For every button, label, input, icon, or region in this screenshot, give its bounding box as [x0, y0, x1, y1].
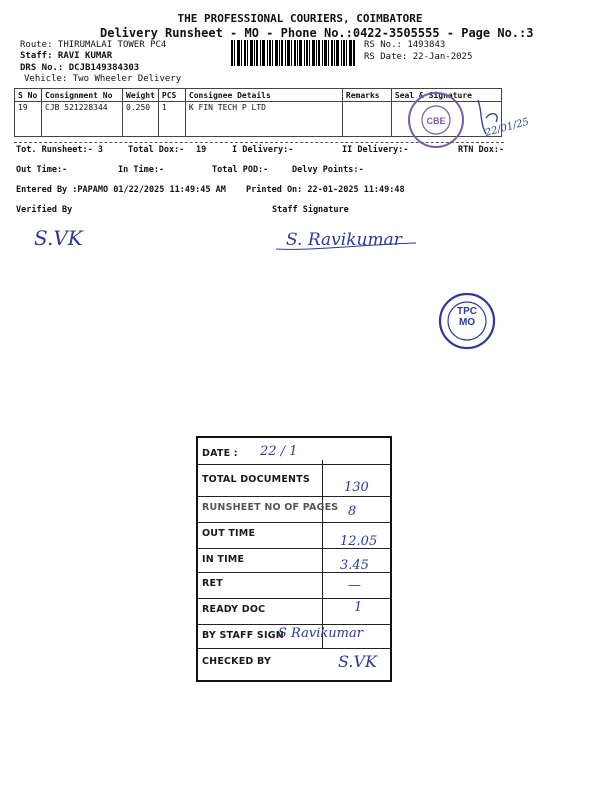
cell-consignment: CJB 521228344 [42, 102, 123, 137]
entered-by: Entered By :PAPAMO 01/22/2025 11:49:45 AM [16, 185, 226, 195]
stamp-out-time-label: OUT TIME [202, 528, 256, 539]
stamp-ret-value: — [348, 578, 361, 593]
col-seal: Seal & Signature [391, 89, 501, 102]
stamp-divider [198, 464, 390, 465]
company-title: THE PROFESSIONAL COURIERS, COIMBATORE [177, 12, 423, 25]
stamp-ready-doc-label: READY DOC [202, 604, 266, 615]
stamp-divider [198, 496, 390, 497]
delvy-points-label: Delvy Points:- [292, 165, 364, 175]
cell-sno: 19 [15, 102, 42, 137]
in-time-label: In Time:- [118, 165, 165, 175]
stamp-date-label: DATE : [202, 448, 238, 459]
col-pcs: PCS [158, 89, 185, 102]
stamp-staff-sign-value: S Ravikumar [278, 626, 363, 641]
drs-text: DRS No.: DCJB149384303 [20, 63, 140, 73]
divider-line [14, 142, 504, 143]
cell-consignee: K FIN TECH P LTD [185, 102, 342, 137]
total-dox-label: Total Dox:- [128, 145, 185, 155]
vehicle-text: Vehicle: Two Wheeler Delivery [24, 74, 182, 84]
stamp-staff-sign-label: BY STAFF SIGN [202, 630, 284, 641]
stamp-divider [198, 624, 390, 625]
stamp-date-value: 22 / 1 [260, 444, 298, 459]
stamp-runsheet-label: RUNSHEET NO OF PAGES [202, 502, 339, 513]
stamp-runsheet-value: 8 [348, 504, 357, 519]
cell-pcs: 1 [158, 102, 185, 137]
seal-center-text: CBE [426, 116, 446, 126]
stamp-checked-by-value: S.VK [338, 652, 377, 671]
stamp-in-time-value: 3.45 [340, 558, 369, 573]
staff-handwritten-signature: S. Ravikumar [286, 230, 402, 250]
stamp-divider [198, 548, 390, 549]
total-dox-value: 19 [196, 145, 207, 155]
signature-underline [270, 225, 420, 255]
tot-runsheet: Tot. Runsheet:- 3 [16, 145, 103, 155]
stamp-out-time-value: 12.05 [340, 534, 378, 549]
out-time-label: Out Time:- [16, 165, 68, 175]
rs-date-text: RS Date: 22-Jan-2025 [364, 52, 473, 62]
stamp-divider [198, 598, 390, 599]
staff-text: Staff: RAVI KUMAR [20, 51, 113, 61]
i-delivery-label: I Delivery:- [232, 145, 294, 155]
stamp-in-time-label: IN TIME [202, 554, 245, 565]
rtn-dox-label: RTN Dox:- [458, 145, 505, 155]
stamp-total-docs-value: 130 [344, 480, 369, 495]
printed-on: Printed On: 22-01-2025 11:49:48 [246, 185, 405, 195]
col-remarks: Remarks [342, 89, 391, 102]
cell-remarks [342, 102, 391, 137]
col-weight: Weight [123, 89, 159, 102]
ii-delivery-label: II Delivery:- [342, 145, 409, 155]
runsheet-subtitle: Delivery Runsheet - MO - Phone No.:0422-3505555 - Page No.:3 [100, 26, 534, 40]
route-text: Route: THIRUMALAI TOWER PC4 [20, 40, 167, 50]
tpc-mo-stamp-text: TPC MO [457, 306, 477, 328]
verified-by-label: Verified By [16, 205, 73, 215]
barcode-image [231, 40, 355, 66]
staff-signature-label: Staff Signature [272, 205, 349, 215]
col-sno: S No [15, 89, 42, 102]
cell-weight: 0.250 [123, 102, 159, 137]
stamp-checked-by-label: CHECKED BY [202, 656, 272, 667]
stamp-divider [198, 522, 390, 523]
runsheet-stamp-box [196, 436, 392, 682]
stamp-column-divider [322, 460, 323, 648]
col-consignment: Consignment No [42, 89, 123, 102]
seal-date-handwritten: 22/01/25 [483, 116, 531, 139]
total-pod-label: Total POD:- [212, 165, 269, 175]
stamp-ret-label: RET [202, 578, 223, 589]
stamp-divider [198, 648, 390, 649]
verified-signature: S.VK [34, 226, 83, 250]
col-consignee: Consignee Details [185, 89, 342, 102]
stamp-ready-doc-value: 1 [354, 600, 363, 615]
rs-no-text: RS No.: 1493843 [364, 40, 446, 50]
stamp-divider [198, 572, 390, 573]
stamp-total-docs-label: TOTAL DOCUMENTS [202, 474, 310, 485]
